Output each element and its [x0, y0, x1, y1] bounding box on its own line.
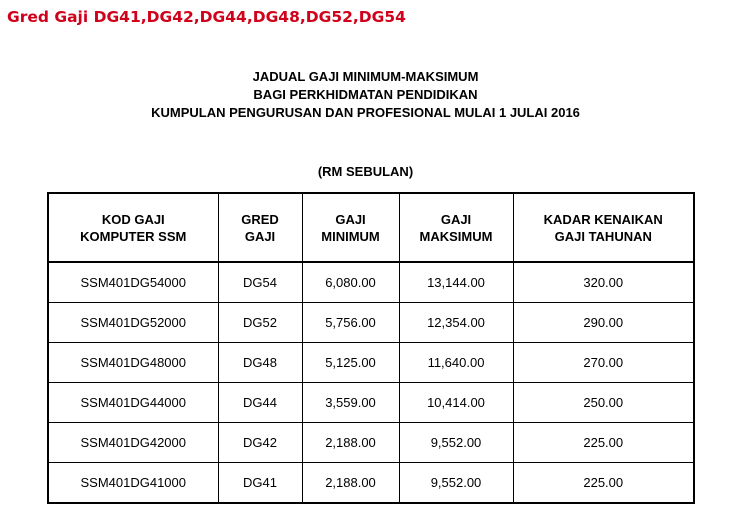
- header-cell: [218, 193, 302, 262]
- salary-code-cell: SSM401DG54000: [48, 262, 218, 303]
- min-salary-cell: 3,559.00: [302, 383, 399, 423]
- annual-increment-cell: 290.00: [513, 303, 694, 343]
- header-line: GRED: [241, 211, 279, 227]
- max-salary-cell: 12,354.00: [399, 303, 513, 343]
- table-row: [48, 463, 694, 504]
- header-line: MAKSIMUM: [419, 228, 493, 244]
- title-line-1: JADUAL GAJI MINIMUM-MAKSIMUM: [252, 69, 479, 84]
- salary-code-cell: SSM401DG48000: [48, 343, 218, 383]
- header-line: KOMPUTER SSM: [80, 228, 187, 244]
- header-line: GAJI: [335, 211, 366, 227]
- table-row: [48, 423, 694, 463]
- salary-code-cell: SSM401DG41000: [48, 463, 218, 504]
- header-line: MINIMUM: [321, 228, 380, 244]
- max-salary-cell: 9,552.00: [399, 423, 513, 463]
- table-row: [48, 383, 694, 423]
- grade-cell: DG44: [218, 383, 302, 423]
- title-line-3: KUMPULAN PENGURUSAN DAN PROFESIONAL MULAI 1 JULAI 2016: [151, 105, 580, 120]
- grade-cell: DG41: [218, 463, 302, 504]
- annual-increment-cell: 225.00: [513, 463, 694, 504]
- max-salary-cell: 9,552.00: [399, 463, 513, 504]
- header-line: GAJI: [244, 228, 276, 244]
- max-salary-cell: 10,414.00: [399, 383, 513, 423]
- document-title: [0, 68, 731, 122]
- header-line: GAJI TAHUNAN: [554, 228, 652, 244]
- grade-cell: DG42: [218, 423, 302, 463]
- header-cell: [399, 193, 513, 262]
- header-line: GAJI: [440, 211, 472, 227]
- salary-code-cell: SSM401DG44000: [48, 383, 218, 423]
- table-header-row: [48, 193, 694, 262]
- min-salary-cell: 5,756.00: [302, 303, 399, 343]
- page-heading: Gred Gaji DG41,DG42,DG44,DG48,DG52,DG54: [7, 8, 406, 26]
- grade-cell: DG48: [218, 343, 302, 383]
- header-cell: [48, 193, 218, 262]
- annual-increment-cell: 250.00: [513, 383, 694, 423]
- annual-increment-cell: 225.00: [513, 423, 694, 463]
- salary-table: [47, 192, 695, 504]
- annual-increment-cell: 270.00: [513, 343, 694, 383]
- header-cell: [302, 193, 399, 262]
- salary-code-cell: SSM401DG52000: [48, 303, 218, 343]
- annual-increment-cell: 320.00: [513, 262, 694, 303]
- title-line-2: BAGI PERKHIDMATAN PENDIDIKAN: [253, 87, 478, 102]
- salary-code-cell: SSM401DG42000: [48, 423, 218, 463]
- max-salary-cell: 13,144.00: [399, 262, 513, 303]
- header-cell: [513, 193, 694, 262]
- header-line: KOD GAJI: [101, 211, 165, 227]
- unit-note: (RM SEBULAN): [317, 164, 414, 179]
- min-salary-cell: 2,188.00: [302, 423, 399, 463]
- table-row: [48, 343, 694, 383]
- grade-cell: DG52: [218, 303, 302, 343]
- min-salary-cell: 2,188.00: [302, 463, 399, 504]
- header-line: KADAR KENAIKAN: [543, 211, 663, 227]
- table-row: [48, 262, 694, 303]
- grade-cell: DG54: [218, 262, 302, 303]
- min-salary-cell: 5,125.00: [302, 343, 399, 383]
- min-salary-cell: 6,080.00: [302, 262, 399, 303]
- table-row: [48, 303, 694, 343]
- max-salary-cell: 11,640.00: [399, 343, 513, 383]
